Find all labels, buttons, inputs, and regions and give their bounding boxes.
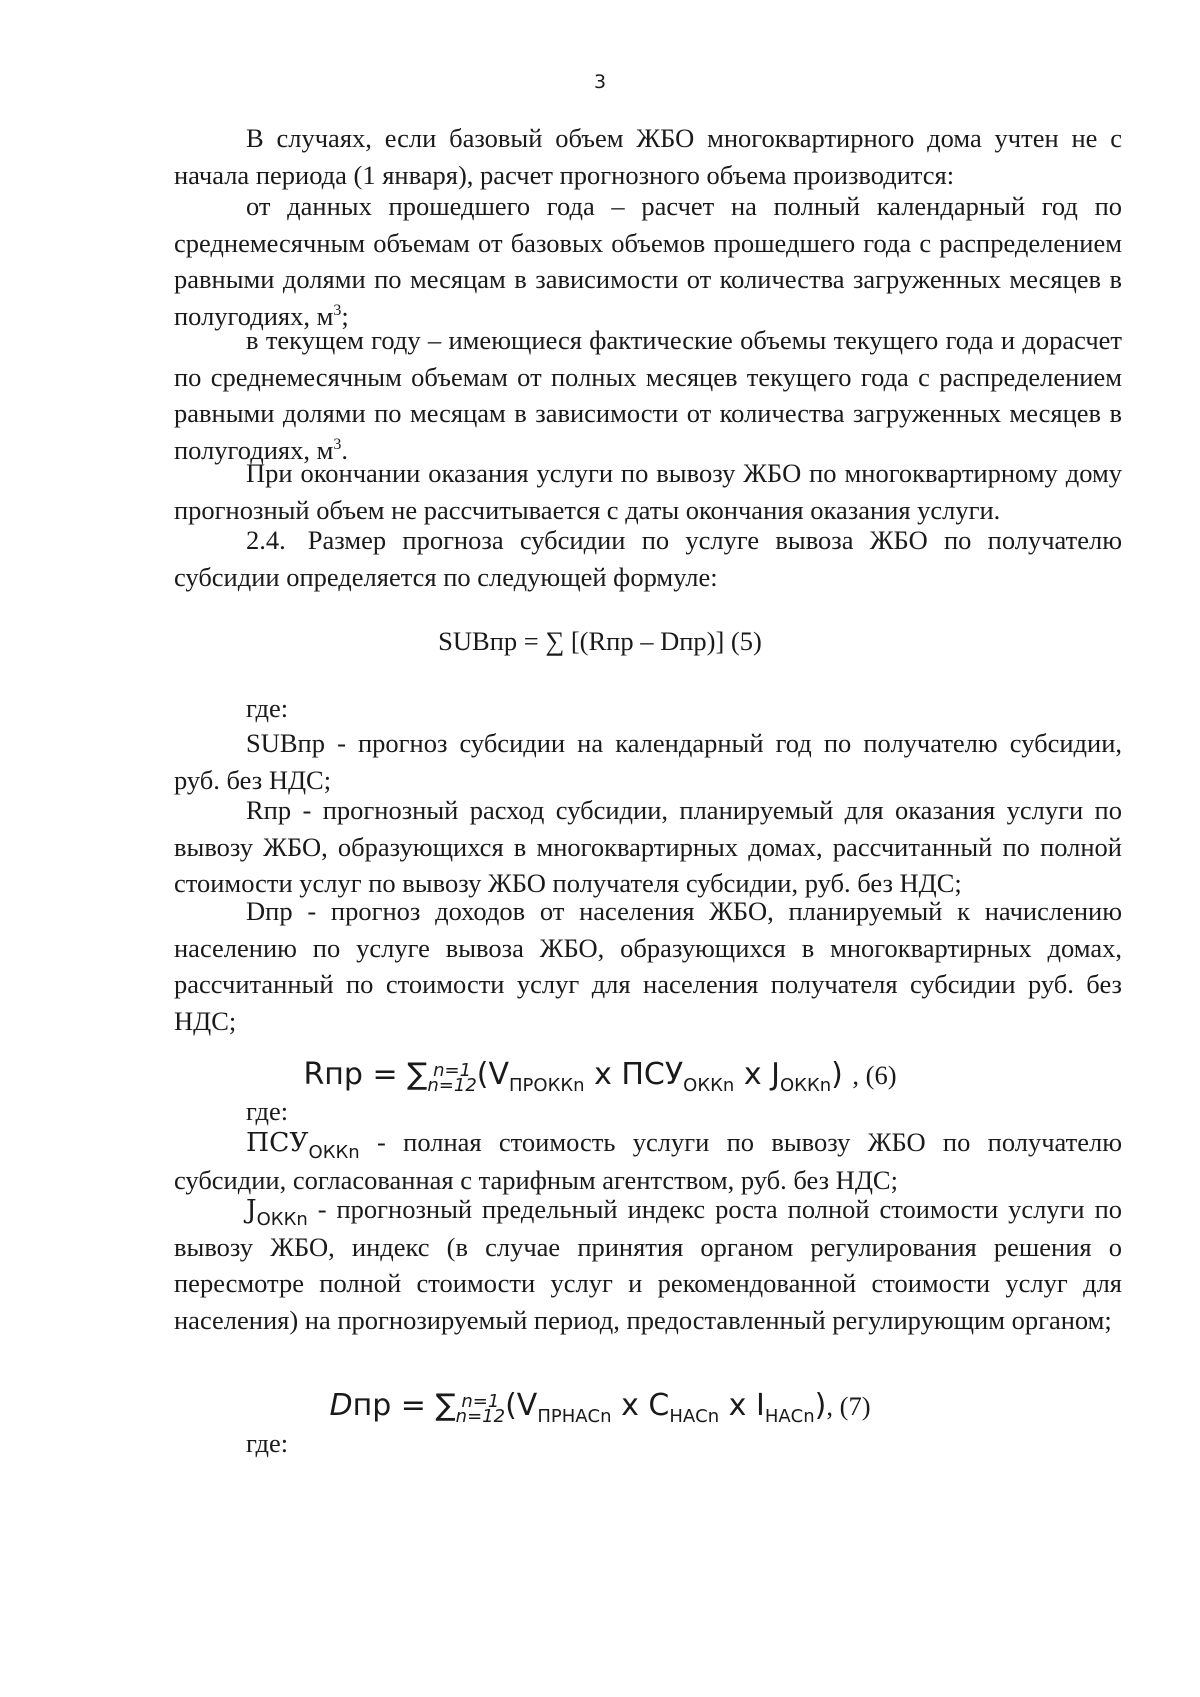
definition-psu: $ПСУ_{ОККn}$ - полная стоимость услуги по вывозу ЖБО по получателю субсидии, согласованная с тарифным агентством, руб. без НДС; — [174, 1127, 1122, 1195]
paragraph-section-2-4: 2.4. Размер прогноза субсидии по услуге вывоза ЖБО по получателю субсидии определяется по следующей формуле: — [174, 525, 1122, 592]
section-number: 2.4. — [246, 525, 286, 555]
page-number: 3 — [593, 71, 607, 93]
where-label-3: где: — [246, 1428, 289, 1458]
formula-5: SUBпр = ∑ [(Rпр – Dпр)] (5) — [438, 626, 762, 656]
where-label-1: где: — [246, 693, 289, 723]
definition-j: $J_{ОККn}$ - прогнозный предельный индекс роста полной стоимости услуги по вывозу ЖБО, индекс (в случае принятия органом регулирования решения о пересмотре полной стоимости услуг и рекомендованной стоимости услуг для населения) на прогнозируемый период, предоставленный регулирующим органом; — [174, 1194, 1122, 1335]
paragraph-end-of-service: При окончании оказания услуги по вывозу ЖБО по многоквартирному дому прогнозный объем не рассчитывается с даты окончания оказания услуги. — [174, 458, 1122, 525]
paragraph-base-volume: В случаях, если базовый объем ЖБО многоквартирного дома учтен не с начала периода (1 января), расчет прогнозного объема производится: — [174, 123, 1122, 190]
where-label-2: где: — [246, 1096, 289, 1126]
definition-r: Rпр - прогнозный расход субсидии, планируемый для оказания услуги по вывозу ЖБО, образующихся в многоквартирных домах, рассчитанный по полной стоимости услуг по вывозу ЖБО получателя субсидии, руб. без НДС; — [174, 795, 1122, 898]
definition-sub: SUBпр - прогноз субсидии на календарный год по получателю субсидии, руб. без НДС; — [174, 728, 1122, 795]
formula-7: Dпр = ∑ n=1 n=12 ($V_{ПРНАСn}$ x $C_{НАСn}$ x $I_{НАСn}$), (7) — [329, 1388, 871, 1427]
formula-6: Rпр = ∑ n=1 n=12 ($V_{ПРОККn}$ x $ПСУ_{ОККn}$ x $J_{ОККn}$) , (6) — [303, 1057, 897, 1096]
paragraph-current-year: в текущем году – имеющиеся фактические объемы текущего года и дорасчет по среднемесячным объемам от полных месяцев текущего года с распределением равными долями по месяцам в зависимости от количества загруженных месяцев в полугодиях, $м^3$. — [174, 325, 1122, 465]
paragraph-last-year: от данных прошедшего года – расчет на полный календарный год по среднемесячным объемам от базовых объемов прошедшего года с распределением равными долями по месяцам в зависимости от количества загруженных месяцев в полугодиях, $м^3$; — [174, 191, 1122, 331]
definition-d: Dпр - прогноз доходов от населения ЖБО, планируемый к начислению населению по услуге вывоза ЖБО, образующихся в многоквартирных домах, рассчитанный по стоимости услуг для населения получателя субсидии руб. без НДС; — [174, 896, 1122, 1036]
